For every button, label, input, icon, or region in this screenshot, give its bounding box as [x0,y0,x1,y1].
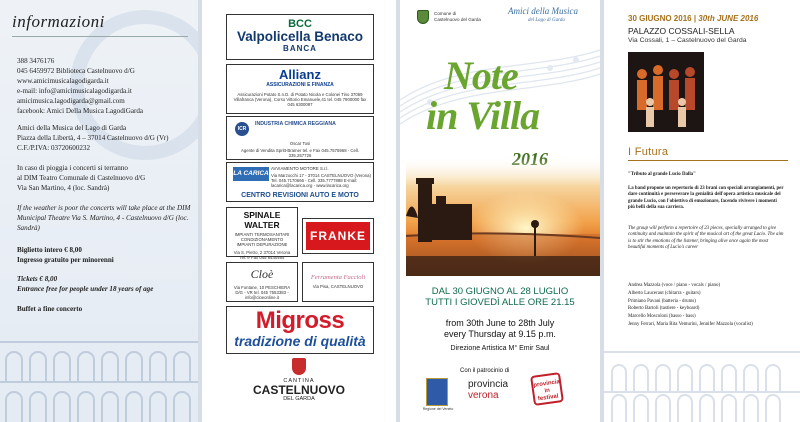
group-name: I Futura [628,146,669,158]
rain-note-it-3: Via San Martino, 4 (loc. Sandrà) [17,183,110,192]
cantina-sub: DEL GARDA [283,396,315,402]
group-rule [628,160,788,161]
email-link-1[interactable]: e-mail: info@amicimusicalagodigarda.it [17,86,132,95]
ticket-free-it: Ingresso gratuito per minorenni [17,255,114,264]
cantina-name: CASTELNUOVO [252,383,345,397]
bcc-logo-icon: BCC [288,18,312,30]
concert-date: 30 GIUGNO 2016 | 30th JUNE 2016 [628,14,759,23]
artistic-direction: Direzione Artistica M° Emir Saul [450,345,550,352]
website-link[interactable]: www.amicimusicalagodigarda.it [17,76,109,85]
regione-veneto-logo-icon [426,378,448,406]
sponsor-cantina [202,358,396,410]
sponsor-spinale [226,207,298,260]
facebook-link[interactable]: facebook: Amici Della Musica LagodiGarda [17,106,144,115]
comune-crest-icon [417,10,429,24]
sponsor-cloe [226,262,298,302]
sponsor-franke [302,218,374,254]
info-body [17,57,193,321]
phone: 388 3476176 [17,57,55,65]
migross-tagline: tradizione di qualità [234,333,366,349]
franke-logo: FRANKE [306,222,370,250]
faccioli-logo: Ferramenta Faccioli [310,274,366,281]
dates-en-line-2: every Thursday at 9.15 p.m. [444,328,556,339]
ticket-it: Biglietto intero € 8,00 [17,245,82,254]
cloe-logo: Cloè [250,267,274,281]
bcc-name: Valpolicella Benaco [236,29,364,44]
allianz-agency: Assicurazioni Potato S.n.D. di Potato Nicola e Colonei Tino 37069 Villafranca (Verona), Corso Vittorio Emanuele,41 tel. 045 7900000 fax 045 6300097 [233,92,367,108]
sponsors-panel [202,0,396,422]
title-rule [12,36,188,37]
concert-panel [604,0,800,422]
icr-logo-icon: ICR [235,122,249,136]
member-5: Marcello Moscoloni (basso - bass) [628,314,696,320]
sponsor-allianz [226,64,374,114]
concert-address: Via Cossali, 1 – Castelnuovo del Garda [628,37,747,44]
rain-note-en: If the weather is poor the concerts will take place at the DIM Municipal Theatre Via S. Martino, 4 - Castelnuovo d/G (loc. Sandrà) [17,203,191,232]
icr-name: INDUSTRIA CHIMICA REGGIANA [255,121,336,127]
sponsor-faccioli [302,262,374,302]
spinale-sub: IMPIANTI TERMOSANITARI CONDIZIONAMENTO IMPIANTI DEPURAZIONE [234,232,290,248]
dates-english [400,318,600,339]
spinale-address: Via S. Pietro, 2 37014 Verona Tel. e Fax 045 6440464 [233,249,291,260]
provincia-verona-logo [468,379,508,401]
allianz-sub: ASSICURAZIONI E FINANZA [266,82,334,88]
provincia-festival-logo: provincia in festival [530,372,564,406]
amici-logo: Amici della Musica [508,6,578,16]
info-title: informazioni [12,12,105,31]
migross-logo: Migross [255,307,345,334]
carica-address: Via Marzocchi 17 - 37014 CASTELNUOVO (Verona) Tel. 045.7170666 - Cell. 335.7777888 E-mail: lacarica@lacarica.org - www.lacarica.org [271,173,371,189]
concert-date-it: 30 GIUGNO 2016 [628,14,692,23]
band-photo [628,52,704,132]
carica-sub: AVVIAMENTO MOTORE S.r.l. [271,166,329,171]
lake-sunset-photo [406,156,600,276]
allianz-logo: Allianz [279,67,321,82]
ticket-en: Tickets € 8,00 [17,275,58,284]
icr-agent: Oscar Tosi [289,141,311,146]
info-panel [0,0,198,422]
description-italian: La band propone un repertorio di 23 brani con speciali arrangiamenti, per dare continuità e perseverare la genialità dell'opera artistica musicale del grande Lucio, con l'obiettivo di emozionare, facendo rivivere i momenti più belli della sua carriera. [628,186,784,210]
member-3: Primiano Pavani (batteria - drums) [628,298,696,304]
dates-en-line-1: from 30th June to 28th July [445,318,555,328]
member-4: Roberto Bartoli (tastiere - keyboard) [628,306,700,312]
provincia-word: provincia [468,379,509,390]
tribute-title: "Tributo al grande Lucio Dalla" [628,172,696,177]
concert-venue: PALAZZO COSSALI-SELLA [628,26,735,36]
spinale-name: SPINALE WALTER [243,210,281,230]
ticket-free-en: Entrance free for people under 18 years of age [17,285,154,294]
carica-tagline: CENTRO REVISIONI AUTO E MOTO [241,192,359,199]
rain-note-it-2: al DIM Teatro Comunale di Castelnuovo d/G [17,174,146,183]
dates-it-line-1: DAL 30 GIUGNO AL 28 LUGLIO [431,286,569,297]
amici-logo-sub: del Lago di Garda [528,18,565,23]
arena-band-illustration [604,322,800,422]
assoc-name: Amici della Musica del Lago di Garda [17,124,127,133]
dates-it-line-2: TUTTI I GIOVEDÌ ALLE ORE 21.15 [425,297,575,308]
cantina-shield-icon [292,358,306,375]
sponsor-icr [226,116,374,160]
email-link-2[interactable]: amicimusica.lagodigarda@gmail.com [17,96,125,105]
carica-logo-icon: LA CARICA [233,167,269,181]
cover-title-line-1: Note [444,53,518,98]
verona-word: verona [468,390,499,401]
faccioli-address: Via Pisa, CASTELNUOVO [312,284,364,289]
buffet-note: Buffet a fine concerto [17,305,83,314]
member-2: Alberto Lauceraut (chitarra - guitars) [628,290,701,296]
rain-note-it-1: In caso di pioggia i concerti si terranno [17,164,128,173]
sponsor-migross [226,306,374,354]
description-english: The group will perform a repertoire of 23 pieces, specially arranged to give continuity and maintain the spirit of the musical art of the great Lucio. The aim is to stir the emotions of the listener, bringing alive once again the most beautiful moments of Lucio's career [628,226,784,250]
icr-agent-info: Agente di Vendita Spritt-Bramer tel. e Fax 045.7575968 - Cell. 335.257726 [241,148,359,159]
comune-line-2: Castelnuovo del Garda [434,16,481,22]
comune-label [434,11,481,22]
member-6: Jenny Ferrari, Maria Rita Venturini, Jennifer Mazzola (vocalist) [628,321,753,327]
cover-title-line-2: in Villa [426,93,540,138]
patronage-label: Con il patrocinio di [460,368,510,374]
cover-panel [400,0,600,422]
cloe-address: Via Fontane, 10 PESCHIERA D/G - VR tel. 045 7553383 - info@cloeonline.it [233,285,291,301]
dates-italian [400,286,600,308]
arena-illustration [0,302,198,422]
regione-veneto-label: Regione del Veneto [422,407,454,411]
sponsor-bcc [226,14,374,60]
sponsor-la-carica [226,162,374,202]
member-1: Andrea Mazzola (voce / piano - vocals / piano) [628,283,721,288]
concert-date-en: 30th JUNE 2016 [698,14,759,23]
assoc-address: Piazza della Libertà, 4 – 37014 Castelnuovo d/G (Vr) [17,134,169,143]
assoc-vat: C.F./P.IVA: 03720600232 [17,144,91,153]
cantina-label: CANTINA [283,378,315,384]
bcc-banca: BANCA [283,44,317,53]
comune-line-1: Comune di [434,11,457,16]
phone-library: 045 6459972 Biblioteca Castelnuovo d/G [17,66,135,75]
